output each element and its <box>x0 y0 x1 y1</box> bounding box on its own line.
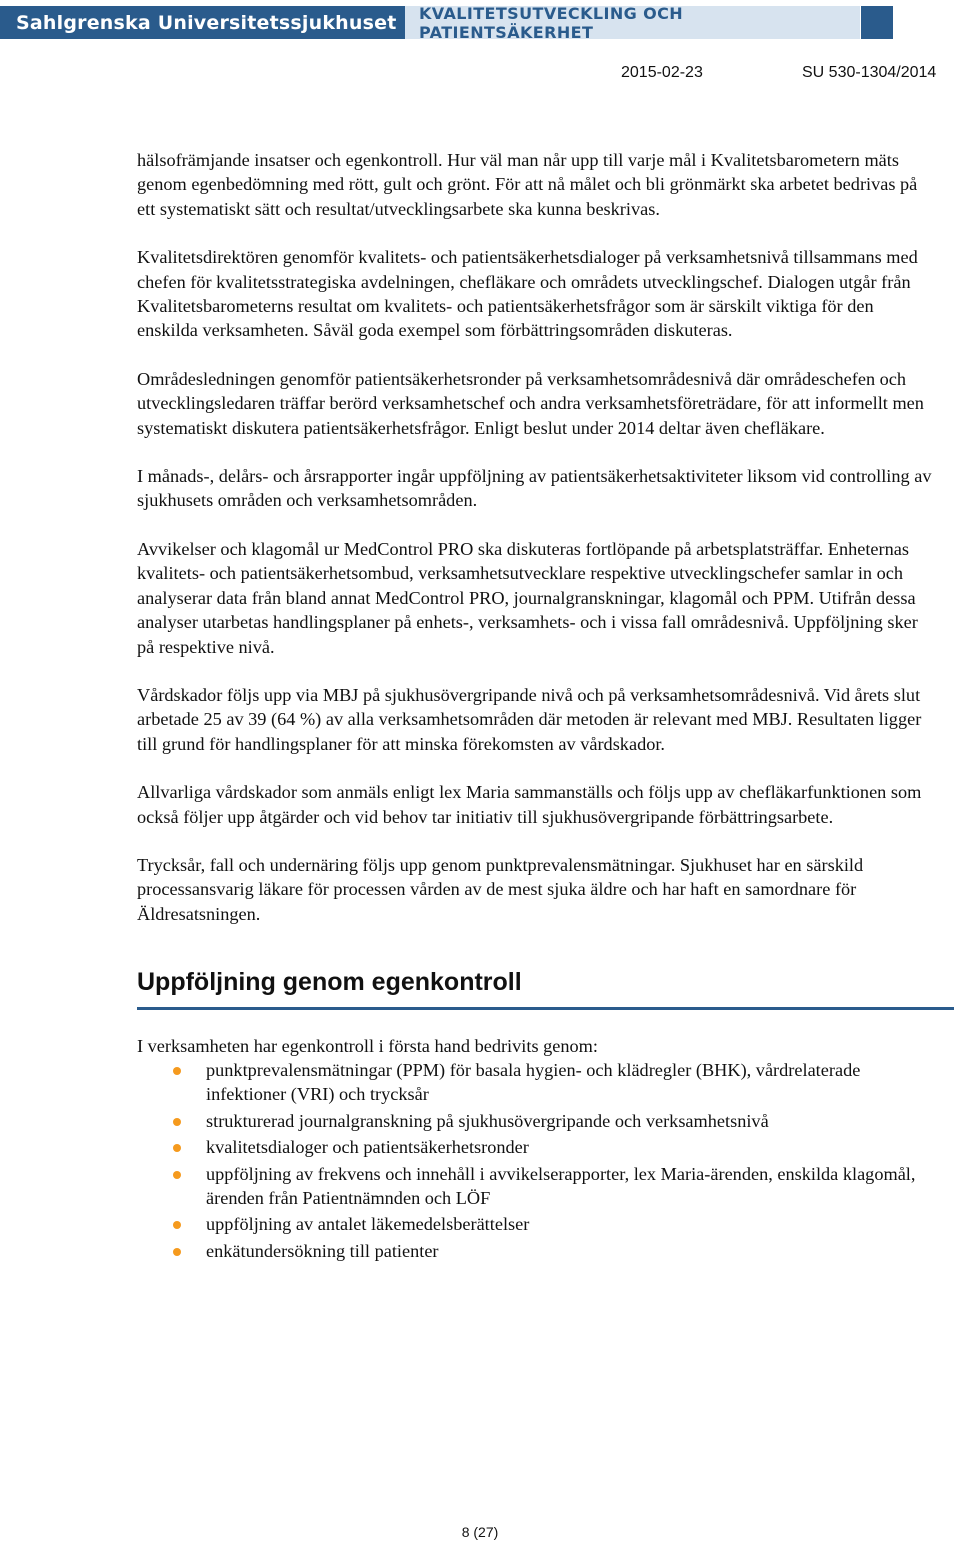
paragraph: I månads-, delårs- och årsrapporter ingår uppföljning av patientsäkerhetsaktiviteter liksom vid controlling av sjukhusets områden och verksamhetsområden. <box>137 466 932 511</box>
paragraph: Allvarliga vårdskador som anmäls enligt lex Maria sammanställs och följs upp av chefläkarfunktionen som också följer upp åtgärder och vid behov tar initiativ till sjukhusövergripande förbättringsarbete. <box>137 782 922 827</box>
bullet-dot-icon <box>173 1221 181 1229</box>
paragraph: Kvalitetsdirektören genomför kvalitets- och patientsäkerhetsdialoger på verksamhetsnivå tillsammans med chefen för kvalitetsstrategiska avdelningen, chefläkare och områdets utvecklingschef. Dialogen utgår från Kvalitetsbarometerns resultat om kvalitets- och patientsäkerhetsfrågor som är särskilt viktiga för den enskilda verksamheten. Såväl goda exempel som förbättringsområden diskuteras. <box>137 247 918 341</box>
org-name: Sahlgrenska Universitetssjukhuset <box>0 6 405 39</box>
paragraph: Avvikelser och klagomål ur MedControl PRO ska diskuteras fortlöpande på arbetsplatsträffar. Enheternas kvalitets- och patientsäkerhetsombud, verksamhetsutvecklare respektive utvecklingschefer samlar in och analyserar data från bland annat MedControl PRO, journalgranskningar, klagomål och PPM. Utifrån dessa analyser utarbetas handlingsplaner på enhets-, verksamhets- och i vissa fall områdesnivå. Uppföljning sker på respektive nivå. <box>137 538 918 657</box>
section-intro: I verksamheten har egenkontroll i första hand bedrivits genom: <box>137 1035 598 1056</box>
bullet-list <box>137 1058 937 1263</box>
list-item <box>137 1239 937 1263</box>
bullet-dot-icon <box>173 1248 181 1256</box>
list-item <box>137 1162 937 1211</box>
bullet-dot-icon <box>173 1144 181 1152</box>
paragraph: hälsofrämjande insatser och egenkontroll. Hur väl man når upp till varje mål i Kvalitetsbarometern mäts genom egenbedömning med rött, gult och grönt. För att nå målet och bli grönmärkt ska arbetet bedrivas på ett systematiskt sätt och resultat/utvecklingsarbete ska kunna beskrivas. <box>137 150 918 219</box>
list-item-text: uppföljning av antalet läkemedelsberättelser <box>206 1214 530 1235</box>
header-banner <box>0 3 893 42</box>
list-item-text: uppföljning av frekvens och innehåll i avvikelserapporter, lex Maria-ärenden, enskilda klagomål, ärenden från Patientnämnden och LÖF <box>206 1163 916 1208</box>
list-item-text: kvalitetsdialoger och patientsäkerhetsronder <box>206 1137 529 1158</box>
list-item <box>137 1058 937 1107</box>
list-item-text: punktprevalensmätningar (PPM) för basala hygien- och klädregler (BHK), vårdrelaterade infektioner (VRI) och trycksår <box>206 1059 861 1105</box>
document-date: 2015-02-23 <box>621 64 703 81</box>
page-number: 8 (27) <box>461 1524 499 1540</box>
section-heading: Uppföljning genom egenkontroll <box>137 970 954 1009</box>
paragraph: Vårdskador följs upp via MBJ på sjukhusövergripande nivå och på verksamhetsområdesnivå. Vid årets slut arbetade 25 av 39 (64 %) av alla verksamhetsområden där metoden är relevant med MBJ. Resultaten ligger till grund för handlingsplaner för att minska förekomsten av vårdskador. <box>137 684 922 754</box>
list-item <box>137 1135 937 1159</box>
document-body <box>137 148 937 1265</box>
bullet-dot-icon <box>173 1118 181 1126</box>
list-item <box>137 1212 937 1236</box>
bullet-dot-icon <box>173 1171 181 1179</box>
document-reference: SU 530-1304/2014 <box>802 64 937 81</box>
banner-logo-square <box>861 6 893 39</box>
department-name: KVALITETSUTVECKLING OCH PATIENTSÄKERHET <box>405 6 860 39</box>
paragraph: Trycksår, fall och undernäring följs upp genom punktprevalensmätningar. Sjukhuset har en särskild processansvarig läkare för processen vården av de mest sjuka äldre och har haft en samordnare för Äldresatsningen. <box>137 854 864 924</box>
bullet-dot-icon <box>173 1067 181 1075</box>
list-item-text: enkätundersökning till patienter <box>206 1240 439 1261</box>
list-item <box>137 1109 937 1133</box>
paragraph: Områdesledningen genomför patientsäkerhetsronder på verksamhetsområdesnivå där områdeschefen och utvecklingsledaren träffar berörd verksamhetschef och andra verksamhetsföreträdare, för att informellt men systematiskt diskutera patientsäkerhetsfrågor. Enligt beslut under 2014 deltar även chefläkare. <box>137 368 924 438</box>
list-item-text: strukturerad journalgranskning på sjukhusövergripande och verksamhetsnivå <box>206 1110 769 1131</box>
